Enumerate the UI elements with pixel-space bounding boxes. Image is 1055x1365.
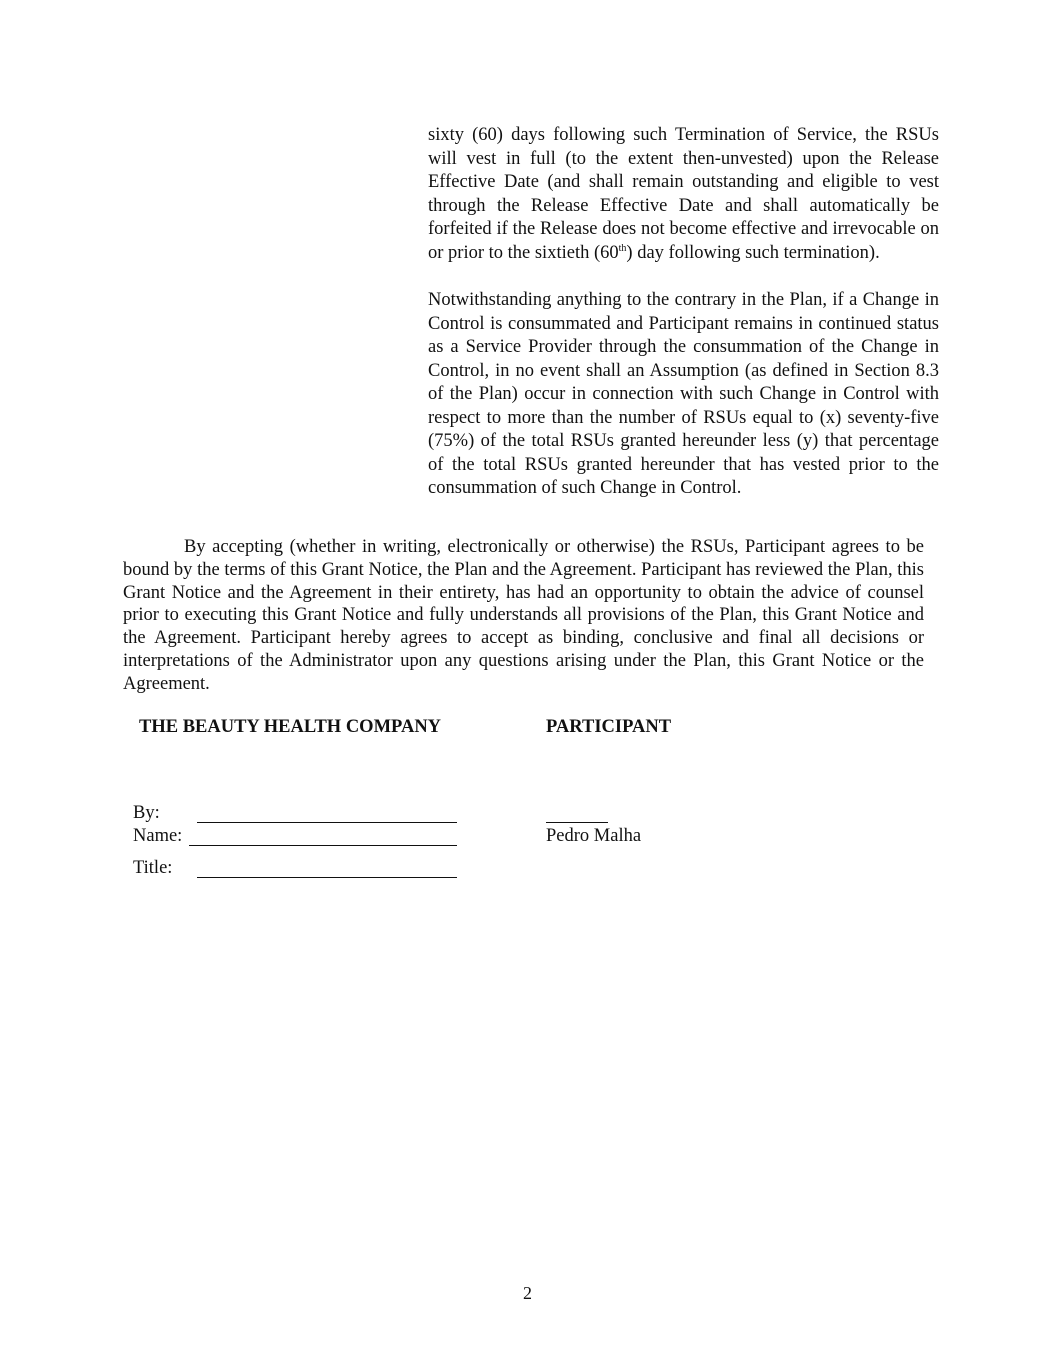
ordinal-superscript: th bbox=[618, 242, 627, 254]
title-signature-line[interactable] bbox=[197, 877, 457, 878]
by-signature-line[interactable] bbox=[197, 822, 457, 823]
acceptance-paragraph: By accepting (whether in writing, electronically or otherwise) the RSUs, Participant agrees to be bound by the terms of this Grant Notice, the Plan and the Agreement. Participant has reviewed the Plan, this Grant Notice and the Agreement in their entirety, has had an opportunity to obtain the advice of counsel prior to executing this Grant Notice and fully understands all provisions of the Plan, this Grant Notice and the Agreement. Participant hereby agrees to accept as binding, conclusive and final all decisions or interpretations of the Administrator upon any questions arising under the Plan, this Grant Notice or the Agreement. bbox=[123, 537, 924, 694]
page-number: 2 bbox=[523, 1283, 532, 1303]
title-label: Title: bbox=[133, 858, 173, 878]
participant-name: Pedro Malha bbox=[546, 826, 642, 846]
vesting-release-text-part1: sixty (60) days following such Termination of Service, the RSUs will vest in full (to the extent then-unvested) upon the Release Effective Date (and shall remain outstanding and eligible to vest through the Release Effective Date and shall automatically be forfeited if the Release does not become effective and irrevocable on or prior to the sixtieth (60 bbox=[428, 125, 939, 263]
change-in-control-paragraph bbox=[428, 289, 939, 501]
vesting-release-text bbox=[428, 124, 939, 265]
name-label: Name: bbox=[133, 826, 183, 846]
company-signature-heading: THE BEAUTY HEALTH COMPANY bbox=[139, 717, 442, 737]
by-label: By: bbox=[133, 803, 160, 823]
vesting-release-text-part2: ) day following such termination). bbox=[626, 242, 880, 263]
name-signature-line[interactable] bbox=[189, 845, 457, 846]
participant-signature-line[interactable] bbox=[546, 822, 608, 823]
vesting-release-paragraph bbox=[428, 124, 939, 265]
change-in-control-text: Notwithstanding anything to the contrary in the Plan, if a Change in Control is consummated and Participant remains in continued status as a Service Provider through the consummation of the Change in Control, in no event shall an Assumption (as defined in Section 8.3 of the Plan) occur in connection with such Change in Control with respect to more than the number of RSUs equal to (x) seventy-five (75%) of the total RSUs granted hereunder less (y) that percentage of the total RSUs granted hereunder that has vested prior to the consummation of such Change in Control. bbox=[428, 290, 939, 498]
participant-signature-heading: PARTICIPANT bbox=[546, 717, 672, 737]
